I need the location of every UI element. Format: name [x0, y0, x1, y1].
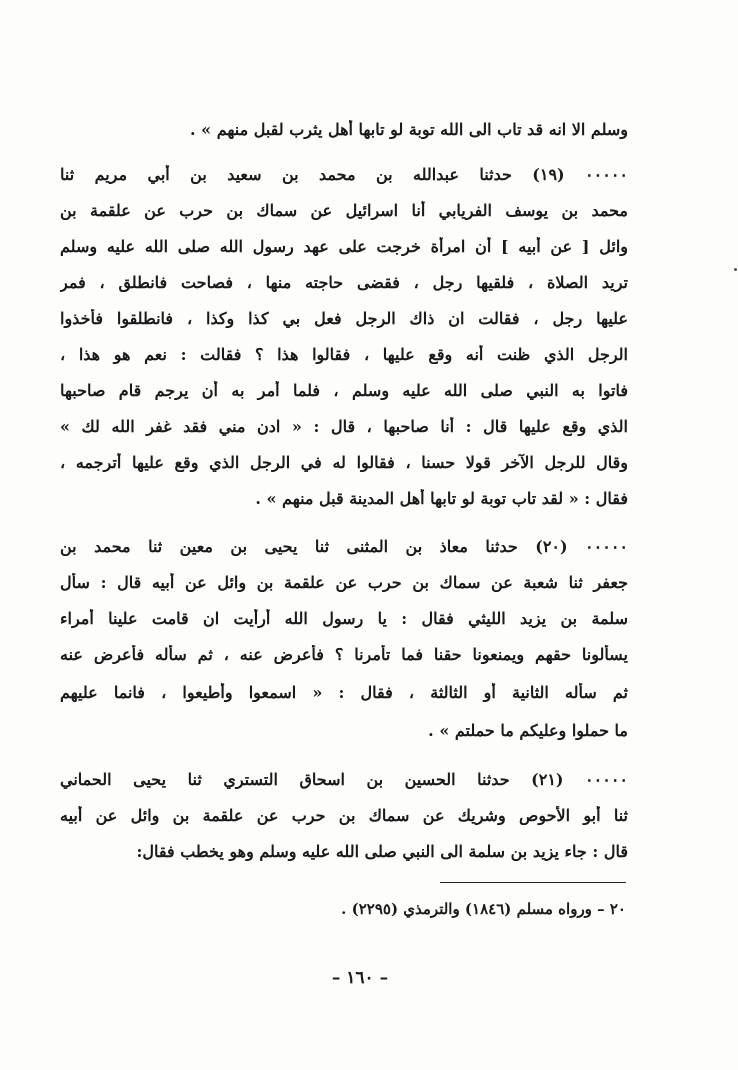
text-line: يسألونا حقهم ويمنعونا حقنا فما تأمرنا ؟ فأعرض عنه ، ثم سأله فأعرض عنه: [60, 645, 628, 664]
text-line: فاتوا به النبي صلى الله عليه وسلم ، فلما أمر به أن يرجم قام صاحبها: [60, 381, 628, 400]
text-line: ٠٠٠٠٠ (١٩) حدثنا عبدالله بن محمد بن سعيد بن أبي مريم ثنا: [60, 165, 628, 184]
text-line: ثم سأله الثانية أو الثالثة ، فقال : « اسمعوا وأطيعوا ، فانما عليهم: [60, 683, 628, 702]
text-line: وائل [ عن أبيه ] أن امرأة خرجت على عهد رسول الله صلى الله عليه وسلم: [60, 237, 628, 256]
text-line: محمد بن يوسف الفريابي أنا اسرائيل عن سماك بن حرب عن علقمة بن: [60, 201, 628, 220]
text-line: ٠٠٠٠٠ (٢٠) حدثنا معاذ بن المثنى ثنا يحيى بن معين ثنا محمد بن: [60, 537, 628, 556]
text-line: عليها رجل ، فقالت ان ذاك الرجل فعل بي كذا وكذا ، فانطلقوا فأخذوا: [60, 309, 628, 328]
text-line: وقال للرجل الآخر قولا حسنا ، فقالوا له في الرجل الذي وقع عليها أترجمه ،: [60, 453, 628, 472]
footnote: ٢٠ – ورواه مسلم (١٨٤٦) والترمذي (٢٢٩٥) .: [341, 900, 626, 918]
scan-speck: [734, 268, 737, 271]
text-line: الذي وقع عليها قال : أنا صاحبها ، قال : « ادن مني فقد غفر الله لك »: [60, 417, 628, 436]
text-line: ما حملوا وعليكم ما حملتم » .: [428, 721, 628, 740]
text-line: ثنا أبو الأحوص وشريك عن سماك بن حرب عن علقمة بن وائل عن أبيه: [60, 806, 628, 825]
page-number: – ١٦٠ –: [331, 968, 389, 988]
text-line: الرجل الذي ظنت أنه وقع عليها ، فقالوا هذا ؟ فقالت : نعم هو هذا ،: [60, 345, 628, 364]
text-line: سلمة بن يزيد الليثي فقال : يا رسول الله أرأيت ان قامت علينا أمراء: [60, 609, 628, 628]
text-line: ٠٠٠٠٠ (٢١) حدثنا الحسين بن اسحاق التستري ثنا يحيى الحماني: [60, 770, 628, 789]
text-line: فقال : « لقد تاب توبة لو تابها أهل المدينة قبل منهم » .: [255, 489, 628, 508]
text-line: تريد الصلاة ، فلقيها رجل ، فقضى حاجته منها ، فصاحت فانطلق ، فمر: [60, 273, 628, 292]
body-text: [60, 0, 628, 900]
text-line: جعفر ثنا شعبة عن سماك بن حرب عن علقمة بن وائل عن أبيه قال : سأل: [60, 573, 628, 592]
text-line: قال : جاء يزيد بن سلمة الى النبي صلى الله عليه وسلم وهو يخطب فقال:: [136, 842, 628, 861]
footnote-divider: [440, 882, 626, 883]
text-line: وسلم الا انه قد تاب الى الله توبة لو تابها أهل يثرب لقبل منهم » .: [190, 120, 628, 139]
